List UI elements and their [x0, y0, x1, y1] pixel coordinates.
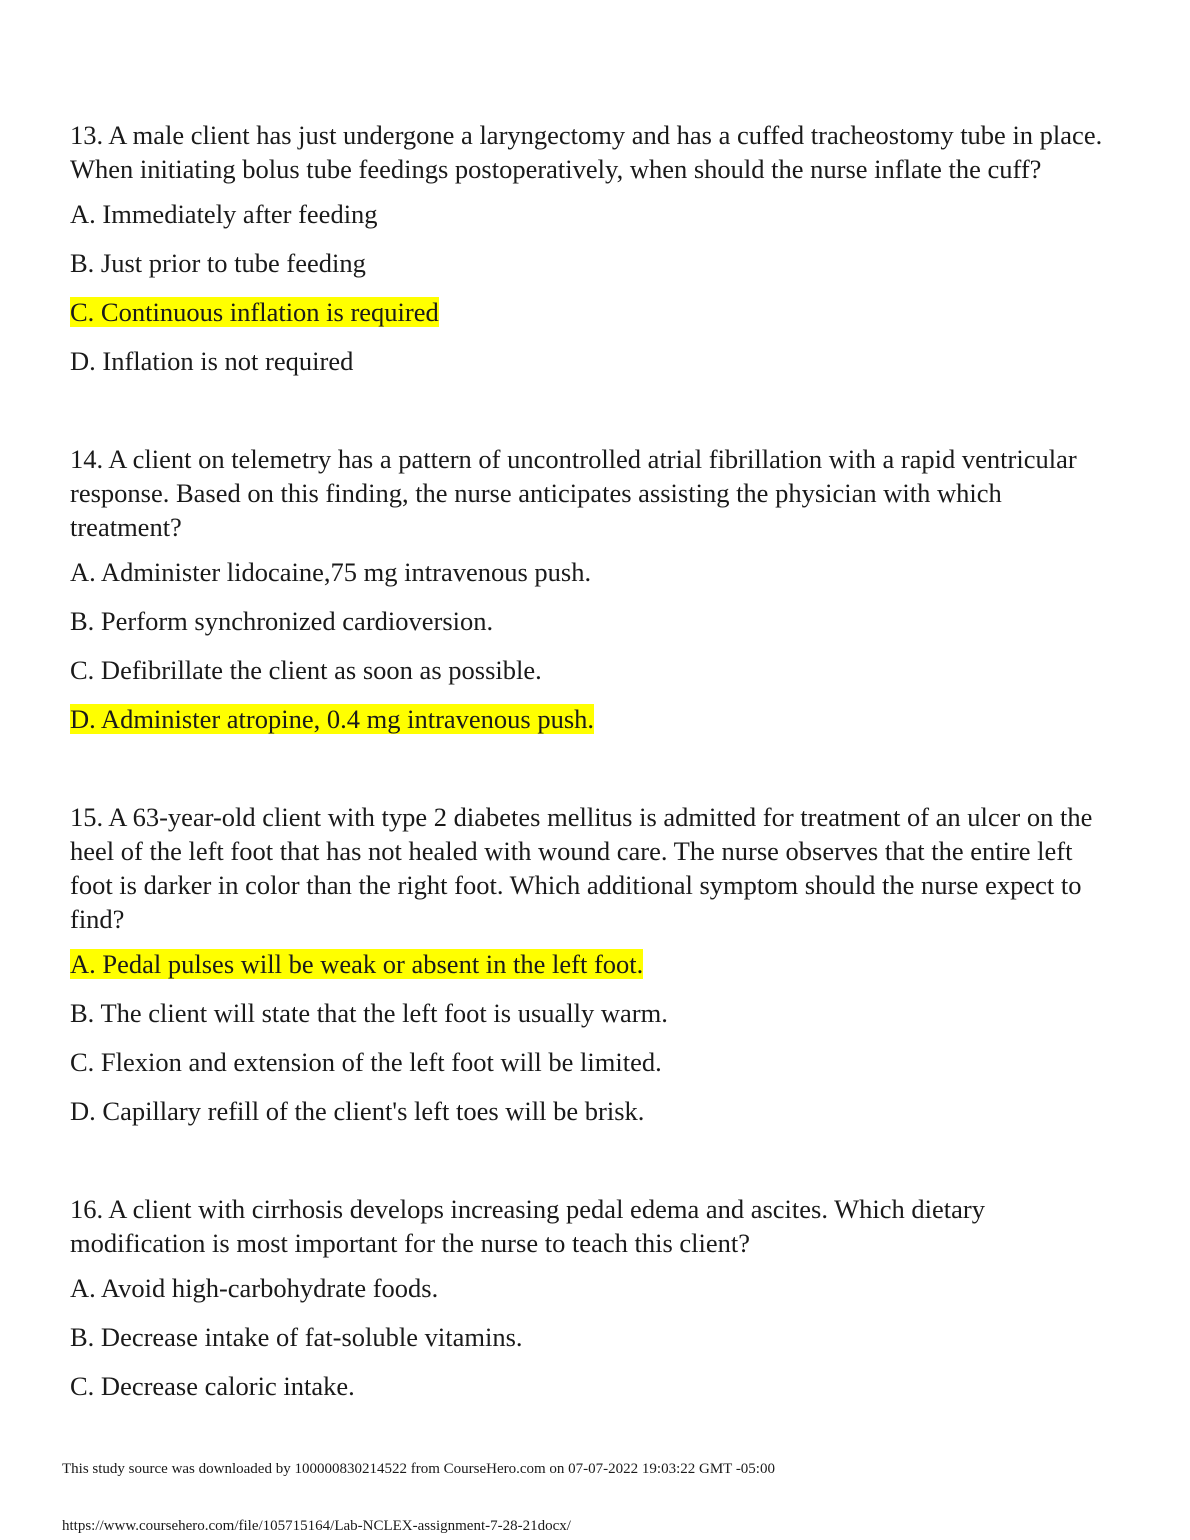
- question-text: 14. A client on telemetry has a pattern of uncontrolled atrial fibrillation with a rapid ventricular response. Based on this finding, the nurse anticipates assisting the physician with which treatment?: [70, 444, 1077, 542]
- download-source-notice: This study source was downloaded by 100000830214522 from CourseHero.com on 07-07-2022 19:03:22 GMT -05:00: [62, 1461, 775, 1477]
- answer-option-a: [70, 198, 1120, 231]
- answer-option-b: [70, 997, 1120, 1030]
- question-14: [70, 442, 1120, 736]
- option-text: B. The client will state that the left foot is usually warm.: [70, 998, 668, 1028]
- option-text: D. Capillary refill of the client's left toes will be brisk.: [70, 1096, 645, 1126]
- answer-option-c: [70, 654, 1120, 687]
- option-text: A. Avoid high-carbohydrate foods.: [70, 1273, 439, 1303]
- answer-option-c: [70, 1046, 1120, 1079]
- option-text: A. Immediately after feeding: [70, 199, 378, 229]
- question-15: [70, 800, 1120, 1128]
- document-page: [70, 118, 1120, 1419]
- answer-option-a: [70, 1272, 1120, 1305]
- answer-option-a: [70, 948, 1120, 981]
- spacer: [70, 752, 1120, 800]
- option-text: B. Perform synchronized cardioversion.: [70, 606, 494, 636]
- question-13: [70, 118, 1120, 378]
- answer-option-b: [70, 247, 1120, 280]
- answer-option-d: [70, 345, 1120, 378]
- answer-option-b: [70, 1321, 1120, 1354]
- option-text: C. Defibrillate the client as soon as possible.: [70, 655, 542, 685]
- spacer: [70, 1144, 1120, 1192]
- question-text: 13. A male client has just undergone a laryngectomy and has a cuffed tracheostomy tube in place. When initiating bolus tube feedings postoperatively, when should the nurse inflate the cuff?: [70, 120, 1103, 184]
- answer-option-b: [70, 605, 1120, 638]
- option-text: B. Just prior to tube feeding: [70, 248, 366, 278]
- option-text: A. Pedal pulses will be weak or absent in the left foot.: [70, 949, 644, 979]
- answer-option-d: [70, 1095, 1120, 1128]
- spacer: [70, 394, 1120, 442]
- answer-option-a: [70, 556, 1120, 589]
- question-16: [70, 1192, 1120, 1403]
- question-text: 15. A 63-year-old client with type 2 diabetes mellitus is admitted for treatment of an ulcer on the heel of the left foot that has not healed with wound care. The nurse observes that the entire left foot is darker in color than the right foot. Which additional symptom should the nurse expect to find?: [70, 802, 1093, 934]
- option-text: C. Flexion and extension of the left foot will be limited.: [70, 1047, 662, 1077]
- answer-option-c: [70, 1370, 1120, 1403]
- question-text: 16. A client with cirrhosis develops increasing pedal edema and ascites. Which dietary modification is most important for the nurse to teach this client?: [70, 1194, 985, 1258]
- answer-option-c: [70, 296, 1120, 329]
- option-text: B. Decrease intake of fat-soluble vitamins.: [70, 1322, 523, 1352]
- option-text: A. Administer lidocaine,75 mg intravenous push.: [70, 557, 592, 587]
- answer-option-d: [70, 703, 1120, 736]
- option-text: C. Continuous inflation is required: [70, 297, 439, 327]
- option-text: D. Inflation is not required: [70, 346, 354, 376]
- option-text: C. Decrease caloric intake.: [70, 1371, 355, 1401]
- option-text: D. Administer atropine, 0.4 mg intravenous push.: [70, 704, 595, 734]
- source-url: https://www.coursehero.com/file/105715164/Lab-NCLEX-assignment-7-28-21docx/: [62, 1518, 571, 1534]
